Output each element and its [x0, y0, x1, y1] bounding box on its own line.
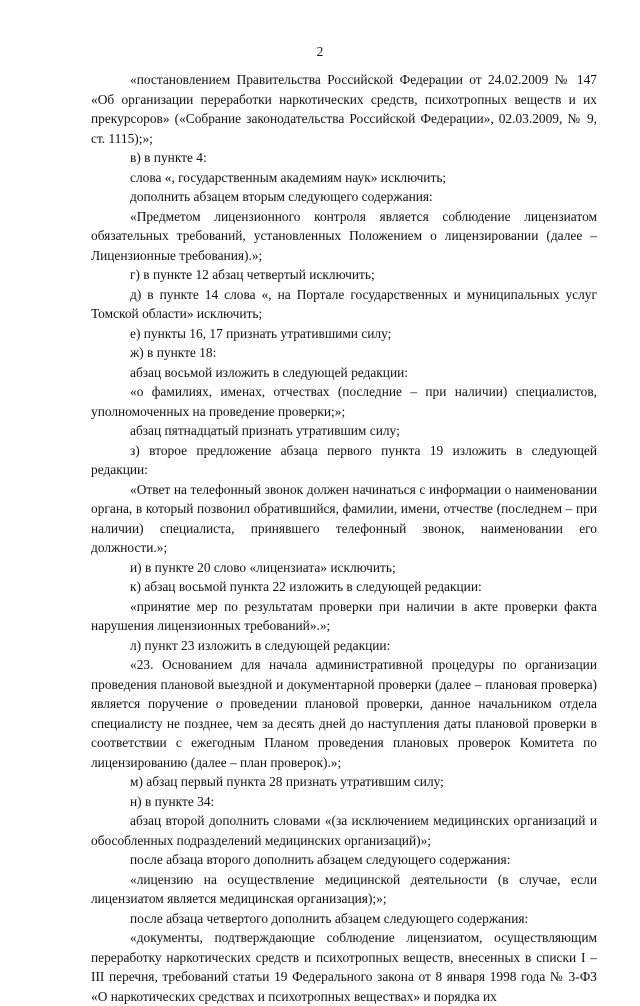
paragraph-3: слова «, государственным академиям наук» исключить; — [130, 169, 447, 185]
paragraph-8: е) пункты 16, 17 признать утратившими силу; — [130, 325, 392, 341]
paragraph-2: в) в пункте 4: — [130, 150, 207, 165]
paragraph-20: м) абзац первый пункта 28 признать утратившим силу; — [130, 774, 444, 789]
paragraph-12: абзац пятнадцатый признать утратившим силу; — [130, 423, 400, 438]
paragraph-9: ж) в пункте 18: — [130, 345, 217, 360]
paragraph-24: «лицензию на осуществление медицинской деятельности (в случае, если лицензиатом является медицинская организация);»; — [91, 871, 597, 906]
paragraph-13: з) второе предложение абзаца первого пункта 19 изложить в следующей редакции: — [91, 442, 597, 477]
paragraph-23: после абзаца второго дополнить абзацем следующего содержания: — [130, 852, 511, 867]
paragraph-22: абзац второй дополнить словами «(за исключением медицинских организаций и обособленных подразделений медицинских организаций)»; — [91, 813, 597, 848]
document-body — [91, 70, 597, 1006]
paragraph-14: «Ответ на телефонный звонок должен начинаться с информации о наименовании органа, в который позвонил обратившийся, фамилии, имени, отчестве (последнем – при наличии) специалиста, принявшего телефонный звонок, наименовании его должности.»; — [91, 481, 597, 555]
paragraph-11: «о фамилиях, именах, отчествах (последние – при наличии) специалистов, уполномоченных на проведение проверки;»; — [91, 384, 597, 419]
paragraph-5: «Предметом лицензионного контроля является соблюдение лицензиатом обязательных требований, установленных Положением о лицензировании (далее – Лицензионные требования).»; — [91, 208, 597, 263]
paragraph-26: «документы, подтверждающие соблюдение лицензиатом, осуществляющим переработку наркотических средств и психотропных веществ, внесенных в списки I – III перечня, требований статьи 19 Федерального закона от 8 января 1998 года № 3-ФЗ «О наркотических средствах и психотропных веществах» и порядка их — [91, 930, 597, 1004]
page-number: 2 — [316, 44, 324, 59]
paragraph-19: «23. Основанием для начала административной процедуры по организации проведения плановой выездной и документарной проверки (далее – плановая проверка) является поручение о проведении плановой проверки, данное начальником отдела специалисту не позднее, чем за десять дней до наступления даты плановой проверки в соответствии с ежегодным Планом проведения плановых проверок Комитета по лицензированию (далее – план проверок).»; — [91, 657, 597, 770]
paragraph-17: «принятие мер по результатам проверки при наличии в акте проверки факта нарушения лицензионных требований».»; — [91, 598, 597, 633]
paragraph-7: д) в пункте 14 слова «, на Портале государственных и муниципальных услуг Томской области» исключить; — [91, 286, 597, 321]
paragraph-4: дополнить абзацем вторым следующего содержания: — [130, 189, 433, 204]
paragraph-16: к) абзац восьмой пункта 22 изложить в следующей редакции: — [130, 579, 482, 594]
paragraph-1: «постановлением Правительства Российской Федерации от 24.02.2009 № 147 «Об организации переработки наркотических средств, психотропных веществ и их прекурсоров» («Собрание законодательства Российской Федерации», 02.03.2009, № 9, ст. 1115);»; — [91, 72, 597, 146]
paragraph-10: абзац восьмой изложить в следующей редакции: — [130, 364, 409, 380]
paragraph-25: после абзаца четвертого дополнить абзацем следующего содержания: — [130, 910, 529, 926]
paragraph-15: и) в пункте 20 слово «лицензиата» исключить; — [130, 559, 396, 575]
paragraph-18: л) пункт 23 изложить в следующей редакции: — [130, 637, 391, 653]
paragraph-6: г) в пункте 12 абзац четвертый исключить; — [130, 267, 375, 282]
paragraph-21: н) в пункте 34: — [130, 793, 215, 809]
